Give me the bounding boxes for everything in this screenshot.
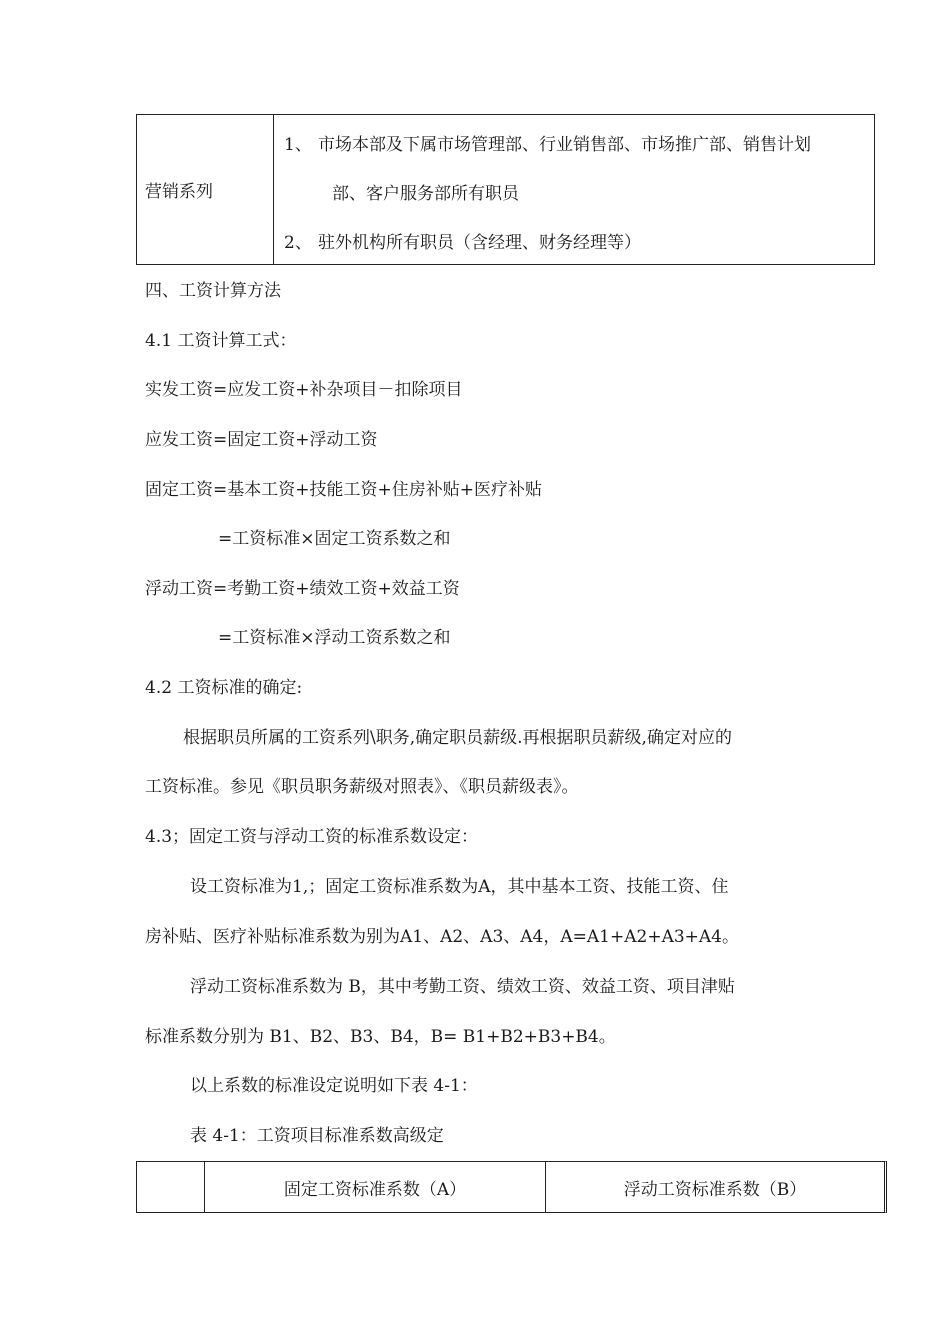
paragraph-a-line-2: 房补贴、医疗补贴标准系数为别为A1、A2、A3、A4，A=A1+A2+A3+A4。 [145,927,739,947]
subheading-4-3: 4.3；固定工资与浮动工资的标准系数设定： [145,827,479,847]
paragraph-a-line-1: 设工资标准为1,；固定工资标准系数为A，其中基本工资、技能工资、住 [190,877,729,897]
formula-net-pay: 实发工资=应发工资+补杂项目－扣除项目 [145,380,463,400]
floating-coefficient-header: 浮动工资标准系数（B） [623,1179,807,1200]
item-1-line-1: 1、 市场本部及下属市场管理部、行业销售部、市场推广部、销售计划 [284,135,811,155]
table-caption: 表 4-1：工资项目标准系数高级定 [190,1126,444,1146]
table-intro: 以上系数的标准设定说明如下表 4-1： [190,1076,478,1096]
paragraph-b-line-2: 标准系数分别为 B1、B2、B3、B4，B= B1+B2+B3+B4。 [145,1027,616,1047]
formula-floating-pay-2: =工资标准×浮动工资系数之和 [218,628,451,648]
item-2-line: 2、 驻外机构所有职员（含经理、财务经理等） [284,233,641,253]
formula-gross-pay: 应发工资=固定工资+浮动工资 [145,430,378,450]
staff-scope-table [136,114,875,265]
description-cell [274,115,874,264]
item-1-line-2: 部、客户服务部所有职员 [332,184,519,204]
formula-fixed-pay: 固定工资=基本工资+技能工资+住房补贴+医疗补贴 [145,480,542,500]
subheading-4-2: 4.2 工资标准的确定: [145,678,303,698]
paragraph-b-line-1: 浮动工资标准系数为 B，其中考勤工资、绩效工资、效益工资、项目津贴 [190,977,735,997]
fixed-coefficient-header: 固定工资标准系数（A） [205,1162,546,1212]
coefficient-table [136,1161,887,1213]
formula-floating-pay: 浮动工资=考勤工资+绩效工资+效益工资 [145,579,460,599]
category-cell: 营销系列 [137,115,274,264]
formula-fixed-pay-2: =工资标准×固定工资系数之和 [218,529,451,549]
subheading-4-1: 4.1 工资计算工式： [145,331,297,351]
section-heading: 四、工资计算方法 [145,281,281,301]
blank-header-cell [137,1162,205,1212]
paragraph-4-2-line-1: 根据职员所属的工资系列\职务,确定职员薪级.再根据职员薪级,确定对应的 [183,728,732,748]
paragraph-4-2-line-2: 工资标准。参见《职员职务薪级对照表》、《职员薪级表》。 [145,777,579,797]
